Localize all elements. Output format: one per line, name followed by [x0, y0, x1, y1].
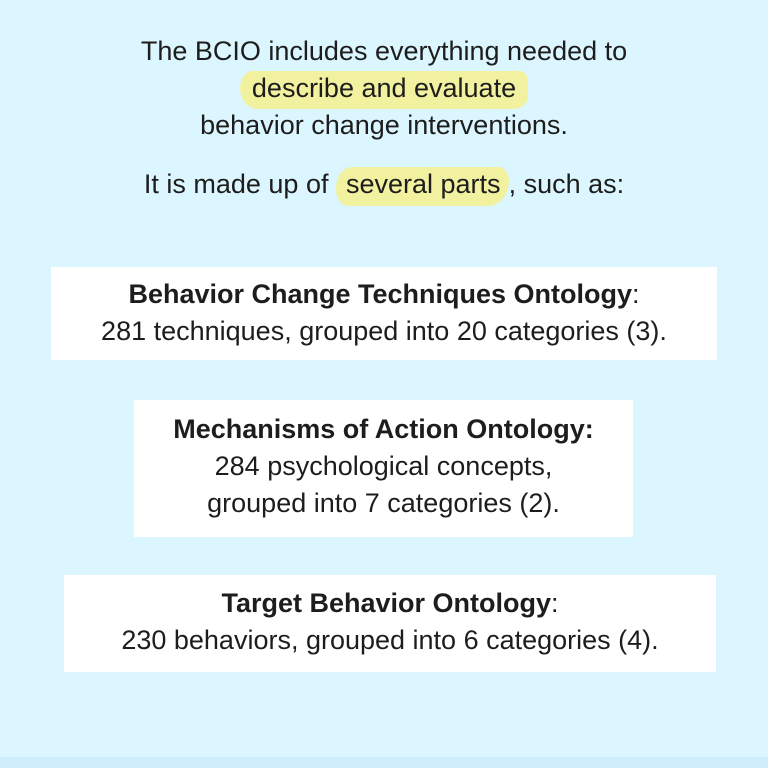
card-line: grouped into 7 categories (2).: [207, 488, 560, 518]
card-title-line: [134, 411, 633, 448]
card-title-colon: :: [551, 588, 559, 618]
card-title-colon: :: [632, 279, 640, 309]
intro-line-1: The BCIO includes everything needed to: [140, 36, 628, 66]
ontology-card-target-behavior: [64, 575, 716, 672]
card-title: Behavior Change Techniques Ontology: [128, 279, 633, 309]
made-up-suffix: , such as:: [508, 169, 625, 199]
card-title: Mechanisms of Action Ontology:: [173, 414, 594, 444]
intro-line-2: [0, 70, 768, 107]
card-line: 230 behaviors, grouped into 6 categories (4).: [121, 625, 659, 655]
highlight-several-parts: several parts: [336, 167, 509, 206]
ontology-card-mechanisms-of-action: [134, 400, 633, 537]
highlight-describe-evaluate: describe and evaluate: [240, 71, 528, 109]
made-up-line: [0, 166, 768, 203]
bottom-strip: [0, 757, 768, 768]
card-title-line: [64, 585, 716, 622]
card-line: 284 psychological concepts,: [214, 451, 553, 481]
card-title: Target Behavior Ontology: [221, 588, 552, 618]
card-line: 281 techniques, grouped into 20 categories (3).: [101, 316, 667, 346]
intro-paragraph: [0, 33, 768, 144]
intro-line-3: behavior change interventions.: [200, 110, 568, 140]
ontology-card-behavior-change-techniques: [51, 267, 717, 360]
made-up-prefix: It is made up of: [143, 169, 336, 199]
card-title-line: [51, 276, 717, 313]
